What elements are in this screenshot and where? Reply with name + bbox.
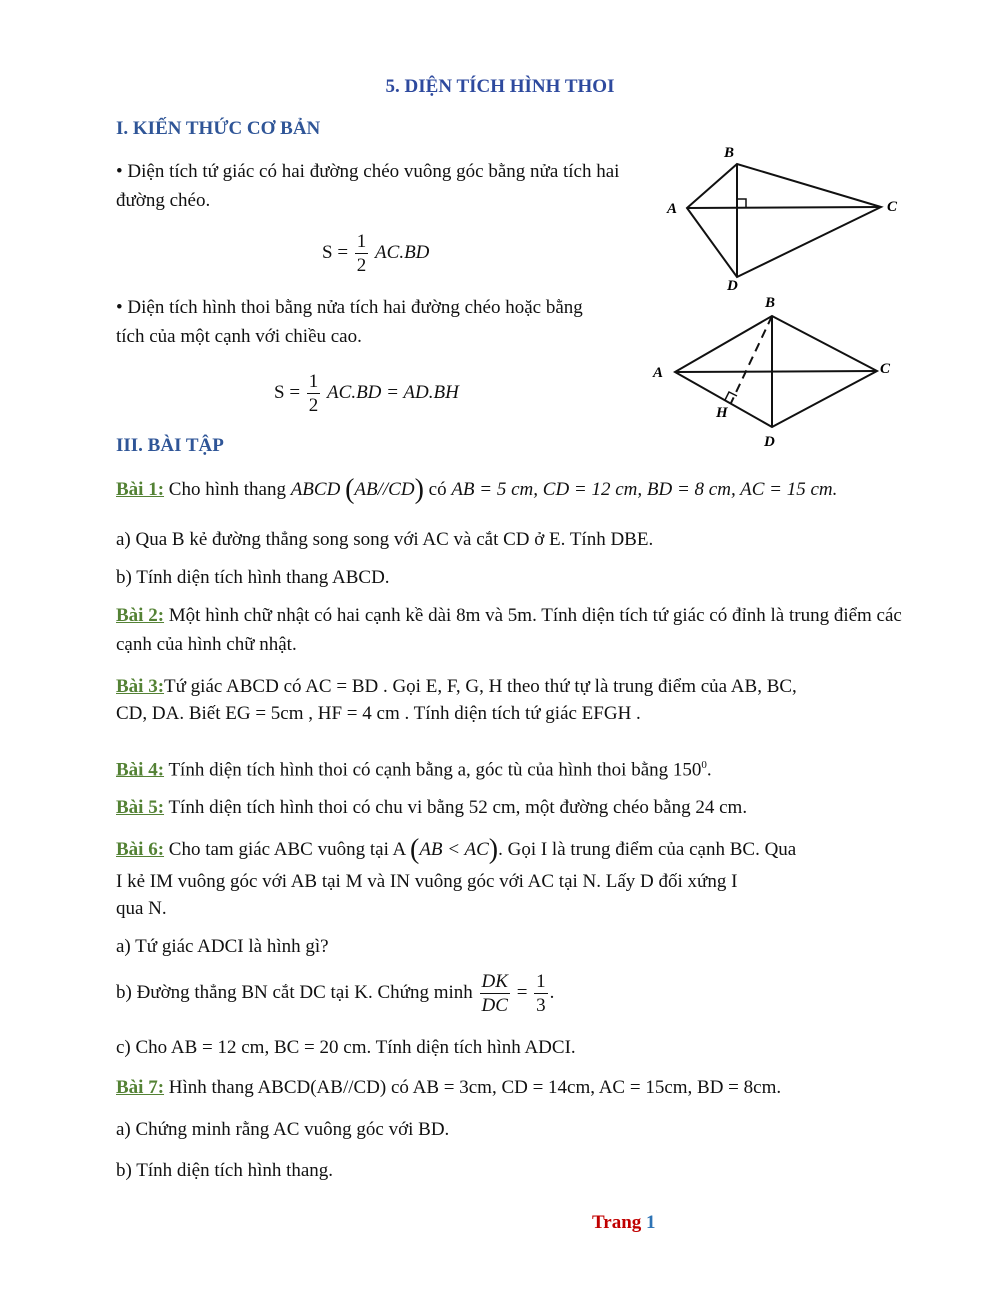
exercise-6-part-b-text: b) Đường thẳng BN cắt DC tại K. Chứng minh — [116, 981, 478, 1003]
fraction-denominator: 2 — [356, 255, 367, 276]
exercise-4-end: . — [706, 759, 712, 781]
section-heading-exercises: III. BÀI TẬP — [116, 435, 224, 456]
exercise-7-text: Hình thang ABCD(AB//CD) có AB = 3cm, CD = 14cm, AC = 15cm, BD = 8cm. — [164, 1077, 782, 1098]
exercise-5-text: Tính diện tích hình thoi có chu vi bằng 52 cm, một đường chéo bằng 24 cm. — [164, 797, 748, 818]
fraction-numerator: 1 — [308, 371, 319, 392]
exercise-1 — [116, 475, 837, 504]
exercise-6-part-b — [116, 972, 554, 1015]
equals-sign: = — [511, 981, 533, 1003]
fraction-denominator: 2 — [308, 395, 319, 416]
period: . — [549, 981, 555, 1003]
exercise-6 — [116, 835, 796, 864]
label-c: C — [887, 199, 898, 215]
fraction-one-third — [534, 972, 548, 1015]
fraction-half — [307, 372, 321, 415]
paren-close: ) — [488, 834, 499, 865]
kite-outline — [687, 164, 881, 277]
label-a: A — [653, 365, 664, 381]
formula-1-lhs: S = — [322, 241, 349, 263]
exercise-1-abcd: ABCD — [290, 479, 341, 500]
right-angle-mark — [737, 199, 746, 208]
label-d: D — [764, 434, 775, 450]
exercise-1-part-b: b) Tính diện tích hình thang ABCD. — [116, 567, 390, 588]
exercise-6-part-a: a) Tứ giác ADCI là hình gì? — [116, 936, 329, 957]
height-bh — [731, 316, 772, 403]
exercise-1-given: AB = 5 cm, CD = 12 cm, BD = 8 cm, AC = 15 cm. — [451, 479, 838, 500]
exercise-5-label: Bài 5: — [116, 797, 165, 818]
exercise-4-degree: 0 — [701, 759, 707, 771]
exercise-2-label: Bài 2: — [116, 605, 165, 626]
exercise-1-paren: AB//CD — [354, 479, 415, 500]
formula-1 — [322, 232, 429, 275]
figure-rhombus — [645, 290, 905, 450]
page-footer — [592, 1212, 656, 1234]
paren-open: ( — [345, 474, 355, 505]
formula-2-rhs: AC.BD = AD.BH — [327, 381, 459, 403]
paren-close: ) — [414, 474, 424, 505]
footer-word: Trang — [592, 1212, 642, 1233]
label-c: C — [880, 361, 891, 377]
exercise-1-part-a: a) Qua B kẻ đường thẳng song song với AC và cắt CD ở E. Tính DBE. — [116, 529, 654, 550]
exercise-6-paren: AB < AC — [419, 839, 489, 860]
exercise-6-text: Cho tam giác ABC vuông tại A — [164, 839, 410, 860]
fraction-denominator: 3 — [536, 995, 546, 1016]
paren-open: ( — [409, 834, 420, 865]
exercise-2 — [116, 601, 906, 659]
exercise-6-text2: . Gọi I là trung điểm của cạnh BC. Qua — [498, 839, 797, 860]
exercise-3-label: Bài 3: — [116, 676, 165, 697]
exercise-4 — [116, 751, 712, 784]
exercise-1-label: Bài 1: — [116, 479, 165, 500]
exercise-5 — [116, 793, 747, 822]
label-b: B — [765, 295, 776, 311]
exercise-3-line1: Tứ giác ABCD có AC = BD . Gọi E, F, G, H theo thứ tự là trung điểm của AB, BC, — [164, 676, 797, 697]
exercise-7-part-b: b) Tính diện tích hình thang. — [116, 1160, 334, 1181]
label-d: D — [727, 278, 738, 290]
exercise-1-text2: có — [423, 479, 452, 500]
exercise-4-label: Bài 4: — [116, 759, 165, 781]
fraction-dk-dc — [480, 972, 510, 1015]
figure-kite — [655, 140, 915, 290]
fraction-numerator: DK — [481, 971, 508, 992]
fraction-denominator: DC — [481, 995, 508, 1016]
exercise-1-text: Cho hình thang — [164, 479, 291, 500]
right-angle-mark — [725, 392, 737, 400]
exercise-6-line3: qua N. — [116, 898, 167, 919]
page-title: 5. DIỆN TÍCH HÌNH THOI — [385, 76, 615, 97]
exercise-4-text: Tính diện tích hình thoi có cạnh bằng a, góc tù của hình thoi bằng 150 — [164, 759, 702, 781]
exercise-7-part-a: a) Chứng minh rằng AC vuông góc với BD. — [116, 1119, 450, 1140]
label-h: H — [716, 405, 728, 421]
label-a: A — [667, 201, 678, 217]
formula-2-lhs: S = — [274, 381, 301, 403]
formula-1-rhs: AC.BD — [375, 241, 430, 263]
diagonal-ac — [687, 207, 881, 208]
fraction-numerator: 1 — [536, 971, 546, 992]
fraction-half — [355, 232, 369, 275]
exercise-3-line2: CD, DA. Biết EG = 5cm , HF = 4 cm . Tính diện tích tứ giác EFGH . — [116, 703, 641, 724]
label-b: B — [724, 145, 735, 161]
fraction-numerator: 1 — [356, 231, 367, 252]
exercise-2-text: Một hình chữ nhật có hai cạnh kề dài 8m và 5m. Tính diện tích tứ giác có đỉnh là trung điểm các cạnh của hình chữ nhật. — [116, 605, 902, 655]
exercise-7-label: Bài 7: — [116, 1077, 165, 1098]
exercise-7 — [116, 1073, 781, 1102]
diagonal-ac — [675, 371, 877, 372]
exercise-6-part-c: c) Cho AB = 12 cm, BC = 20 cm. Tính diện tích hình ADCI. — [116, 1037, 576, 1058]
exercise-3 — [116, 672, 797, 701]
footer-page-number: 1 — [646, 1212, 656, 1233]
exercise-6-label: Bài 6: — [116, 839, 165, 860]
section-heading-theory: I. KIẾN THỨC CƠ BẢN — [116, 118, 321, 139]
theory-paragraph-1: • Diện tích tứ giác có hai đường chéo vuông góc bằng nửa tích hai đường chéo. — [116, 161, 620, 211]
theory-paragraph-2: • Diện tích hình thoi bằng nửa tích hai đường chéo hoặc bằng tích của một cạnh với chiều cao. — [116, 297, 583, 347]
formula-2 — [274, 372, 459, 415]
exercise-6-line2: I kẻ IM vuông góc với AB tại M và IN vuông góc với AC tại N. Lấy D đối xứng I — [116, 871, 738, 892]
